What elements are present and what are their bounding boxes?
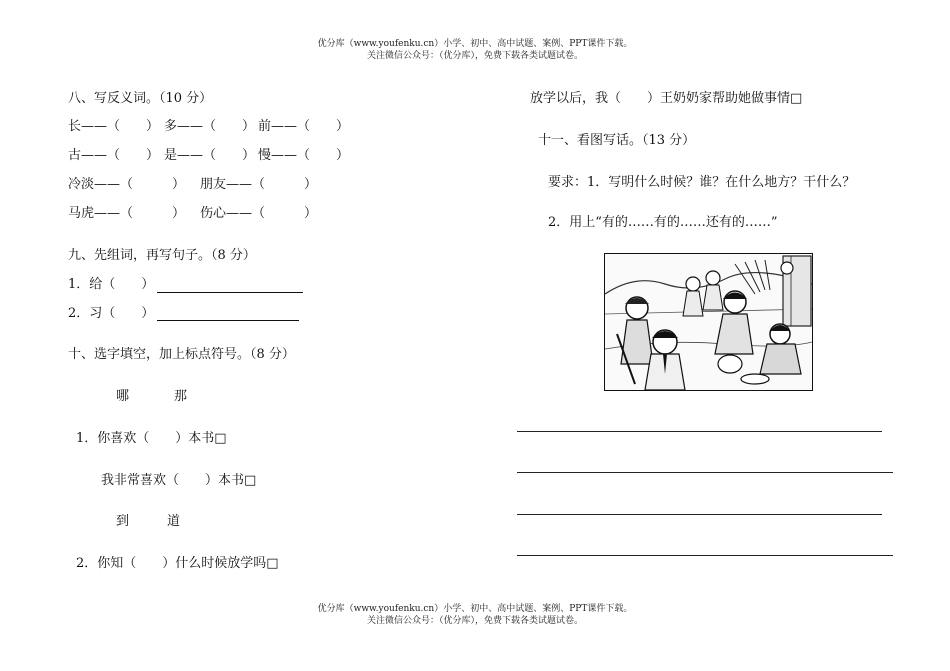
q11-heading: 十一、看图写话。（13 分） bbox=[538, 133, 696, 148]
q8-item: 马虎——（ ） bbox=[68, 206, 186, 221]
q9-heading: 九、先组词，再写句子。（8 分） bbox=[68, 248, 256, 263]
q10-choice: 道 bbox=[167, 514, 181, 529]
writing-line-4[interactable] bbox=[517, 555, 893, 556]
q8-item: 冷淡——（ ） bbox=[68, 177, 186, 192]
q10-choice: 哪 bbox=[116, 389, 130, 404]
q10-sentence-1: 1．你喜欢（ ）本书□ bbox=[76, 431, 227, 446]
q8-item: 多——（ ） bbox=[164, 119, 256, 134]
q8-heading: 八、写反义词。（10 分） bbox=[68, 91, 213, 106]
q8-item: 前——（ ） bbox=[258, 119, 350, 134]
q8-item: 长——（ ） bbox=[68, 119, 160, 134]
q9-item-2: 2．习（ ） bbox=[68, 306, 155, 321]
q10-choice: 那 bbox=[174, 389, 188, 404]
illustration bbox=[604, 253, 813, 391]
header-banner bbox=[0, 38, 950, 62]
q11-requirement-1: 要求：1．写明什么时候？谁？在什么地方？干什么？ bbox=[548, 175, 856, 190]
banner-line-2: 关注微信公众号：（优分库），免费下载各类试题试卷。 bbox=[366, 51, 583, 61]
q10-sentence-3: 2．你知（ ）什么时候放学吗□ bbox=[76, 556, 279, 571]
banner-line-1: 优分库（www.youfenku.cn）小学、初中、高中试题、案例、PPT课件下载。 bbox=[317, 604, 633, 614]
q10-heading: 十、选字填空，加上标点符号。（8 分） bbox=[68, 347, 295, 362]
q11-requirement-2: 2．用上“有的……有的……还有的……” bbox=[548, 215, 778, 230]
q8-item: 是——（ ） bbox=[164, 148, 256, 163]
q9-item-1: 1．给（ ） bbox=[68, 277, 155, 292]
banner-line-2: 关注微信公众号：（优分库），免费下载各类试题试卷。 bbox=[366, 616, 583, 626]
writing-line-1[interactable] bbox=[517, 431, 882, 432]
writing-line-2[interactable] bbox=[517, 472, 893, 473]
writing-line-3[interactable] bbox=[517, 514, 882, 515]
q8-item: 古——（ ） bbox=[68, 148, 160, 163]
q10-sentence-4: 放学以后，我（ ）王奶奶家帮助她做事情□ bbox=[530, 91, 803, 106]
footer-banner bbox=[0, 603, 950, 627]
q8-item: 慢——（ ） bbox=[258, 148, 350, 163]
q10-choice: 到 bbox=[116, 514, 130, 529]
q8-item: 伤心——（ ） bbox=[200, 206, 318, 221]
q9-answer-line-1[interactable] bbox=[157, 292, 303, 293]
banner-line-1: 优分库（www.youfenku.cn）小学、初中、高中试题、案例、PPT课件下载。 bbox=[317, 39, 633, 49]
q9-answer-line-2[interactable] bbox=[157, 320, 299, 321]
q8-item: 朋友——（ ） bbox=[200, 177, 318, 192]
q10-sentence-2: 我非常喜欢（ ）本书□ bbox=[101, 473, 257, 488]
